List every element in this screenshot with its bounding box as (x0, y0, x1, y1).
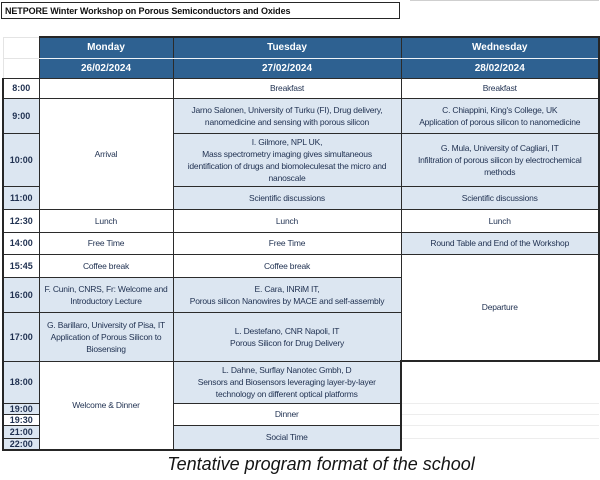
empty-grid-cell (401, 361, 599, 403)
cell-tue-dinner: Dinner (173, 403, 401, 425)
time-label (3, 403, 39, 414)
empty-grid-cell (401, 438, 599, 450)
date-header-tuesday: 27/02/2024 (173, 58, 401, 78)
cell-tue-1600-talk: E. Cara, INRiM IT, Porous silicon Nanowires by MACE and self-assembly (173, 277, 401, 312)
time-label: 8:00 (3, 78, 39, 98)
corner-cell (3, 58, 39, 78)
day-header-monday: Monday (39, 37, 173, 58)
time-label: 10:00 (3, 133, 39, 186)
cell-tue-0900-talk: Jarno Salonen, University of Turku (FI), Drug delivery, nanomedicine and sensing with porous silicon (173, 98, 401, 133)
empty-grid-cell (401, 403, 599, 414)
cell-mon-arrival: Arrival (39, 98, 173, 209)
time-label: 9:00 (3, 98, 39, 133)
time-label: 16:00 (3, 277, 39, 312)
cell-mon-lunch: Lunch (39, 209, 173, 232)
cell-mon-coffee: Coffee break (39, 254, 173, 277)
cell-tue-social: Social Time (173, 425, 401, 450)
cell-wed-discussions: Scientific discussions (401, 186, 599, 209)
time-label: 15:45 (3, 254, 39, 277)
figure-caption: Tentative program format of the school (167, 454, 475, 474)
cell-wed-lunch: Lunch (401, 209, 599, 232)
time-text: 21:00 (9, 426, 33, 437)
workshop-title: NETPORE Winter Workshop on Porous Semiconductors and Oxides (5, 5, 291, 16)
day-header-wednesday: Wednesday (401, 37, 599, 58)
time-label: 12:30 (3, 209, 39, 232)
cell-tue-coffee: Coffee break (173, 254, 401, 277)
cell-tue-freetime: Free Time (173, 232, 401, 254)
time-label: 14:00 (3, 232, 39, 254)
date-header-monday: 26/02/2024 (39, 58, 173, 78)
cell-wed-breakfast: Breakfast (401, 78, 599, 98)
time-text: 22:00 (9, 438, 33, 449)
cell-wed-roundtable: Round Table and End of the Workshop (401, 232, 599, 254)
gridline-fragment (410, 0, 599, 1)
cell-tue-1800-talk: L. Dahne, Surflay Nanotec Gmbh, D Sensors and Biosensors leveraging layer-by-layer technology on different optical platforms (173, 361, 401, 403)
cell-mon-0800-empty (39, 78, 173, 98)
empty-grid-cell (401, 425, 599, 438)
cell-mon-1600-talk: F. Cunin, CNRS, Fr: Welcome and Introductory Lecture (39, 277, 173, 312)
time-label: 17:00 (3, 312, 39, 361)
time-label (3, 425, 39, 438)
time-text: 19:00 (9, 403, 33, 414)
time-label: 11:00 (3, 186, 39, 209)
cell-tue-discussions: Scientific discussions (173, 186, 401, 209)
cell-wed-0900-talk: C. Chiappini, King's College, UK Application of porous silicon to nanomedicine (401, 98, 599, 133)
cell-mon-freetime: Free Time (39, 232, 173, 254)
time-label (3, 414, 39, 425)
cell-tue-1700-talk: L. Destefano, CNR Napoli, IT Porous Silicon for Drug Delivery (173, 312, 401, 361)
time-text: 19:30 (9, 414, 33, 425)
date-header-wednesday: 28/02/2024 (401, 58, 599, 78)
program-table (2, 36, 600, 451)
day-header-tuesday: Tuesday (173, 37, 401, 58)
cell-tue-lunch: Lunch (173, 209, 401, 232)
corner-cell (3, 37, 39, 58)
time-label (3, 438, 39, 450)
time-label: 18:00 (3, 361, 39, 403)
cell-mon-welcome-dinner: Welcome & Dinner (39, 361, 173, 450)
cell-tue-1000-talk: I. Gilmore, NPL UK, Mass spectrometry imaging gives simultaneous identification of drugs and biomoleculesat the micro and nanoscale (173, 133, 401, 186)
empty-grid-cell (401, 414, 599, 425)
cell-mon-1700-talk: G. Barillaro, University of Pisa, IT Application of Porous Silicon to Biosensing (39, 312, 173, 361)
cell-tue-breakfast: Breakfast (173, 78, 401, 98)
workshop-title-box (1, 2, 400, 19)
cell-wed-1000-talk: G. Mula, University of Cagliari, IT Infiltration of porous silicon by electrochemical methods (401, 133, 599, 186)
cell-wed-departure: Departure (401, 254, 599, 361)
